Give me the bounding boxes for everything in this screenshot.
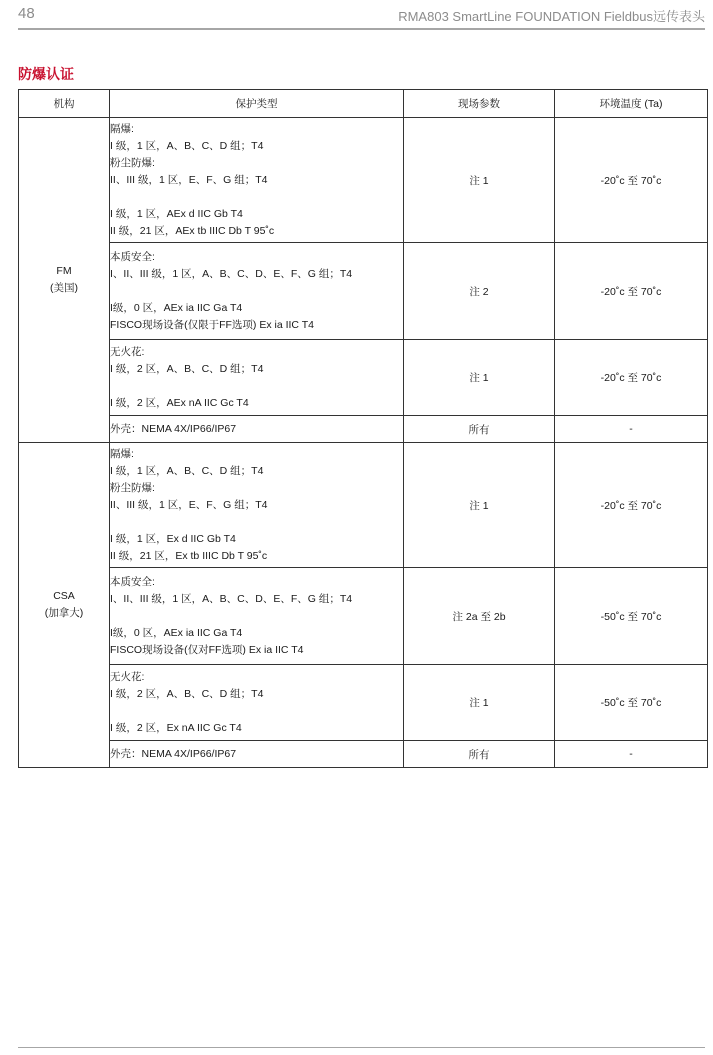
protection-type-cell [110, 118, 404, 243]
field-parameter-cell: 注 1 [404, 443, 555, 568]
line-spacer [110, 189, 403, 206]
column-header-protection-type: 保护类型 [110, 90, 404, 118]
protection-type-line: 粉尘防爆: [110, 481, 155, 494]
field-parameter-cell: 注 2a 至 2b [404, 568, 555, 665]
table-row [19, 568, 708, 665]
protection-type-line: 隔爆: [110, 447, 134, 460]
protection-type-line: I 级，1 区，AEx d IIC Gb T4 [110, 207, 243, 220]
table-row [19, 416, 708, 443]
protection-type-line: 无火花: [110, 345, 145, 358]
footer-divider [18, 1047, 705, 1048]
ambient-temperature-cell: - [555, 741, 708, 768]
field-parameter-cell: 注 1 [404, 665, 555, 741]
protection-type-cell [110, 340, 404, 416]
ambient-temperature-cell: -20˚c 至 70˚c [555, 340, 708, 416]
line-spacer [110, 283, 403, 300]
table-body [19, 443, 708, 768]
agency-cell [19, 118, 110, 443]
field-parameter-cell: 所有 [404, 741, 555, 768]
column-header-field-parameters: 现场参数 [404, 90, 555, 118]
ambient-temperature-cell: -50˚c 至 70˚c [555, 568, 708, 665]
ambient-temperature-cell: - [555, 416, 708, 443]
protection-type-line: I 级，1 区，A、B、C、D 组；T4 [110, 464, 264, 477]
field-parameter-cell: 注 2 [404, 243, 555, 340]
protection-type-line: I级，0 区，AEx ia IIC Ga T4 [110, 301, 243, 314]
table-row [19, 243, 708, 340]
protection-type-cell [110, 416, 404, 443]
protection-type-line: FISCO现场设备(仅对FF选项) Ex ia IIC T4 [110, 643, 304, 656]
protection-type-line: 本质安全: [110, 250, 155, 263]
protection-type-line: 外壳：NEMA 4X/IP66/IP67 [110, 747, 237, 760]
protection-type-cell [110, 243, 404, 340]
protection-type-cell [110, 568, 404, 665]
ambient-temperature-cell: -20˚c 至 70˚c [555, 443, 708, 568]
protection-type-line: 无火花: [110, 670, 145, 683]
table-header-row [19, 90, 708, 118]
line-spacer [110, 608, 403, 625]
protection-type-line: I级，0 区，AEx ia IIC Ga T4 [110, 626, 243, 639]
table-row [19, 118, 708, 243]
protection-type-line: I 级，1 区，A、B、C、D 组；T4 [110, 139, 264, 152]
agency-cell [19, 443, 110, 768]
section-title: 防爆认证 [18, 66, 74, 82]
table-row [19, 340, 708, 416]
column-header-ambient-temperature: 环境温度 (Ta) [555, 90, 708, 118]
protection-type-line: II 级，21 区，AEx tb IIIC Db T 95˚c [110, 224, 275, 237]
certification-table [18, 89, 708, 768]
agency-name: CSA [53, 590, 75, 602]
page-number: 48 [18, 5, 35, 22]
protection-type-line: 外壳：NEMA 4X/IP66/IP67 [110, 422, 237, 435]
protection-type-cell [110, 665, 404, 741]
line-spacer [110, 703, 403, 720]
protection-type-line: II、III 级，1 区，E、F、G 组；T4 [110, 498, 268, 511]
table-body [19, 118, 708, 443]
protection-type-line: I 级，1 区，Ex d IIC Gb T4 [110, 532, 236, 545]
protection-type-line: I、II、III 级，1 区，A、B、C、D、E、F、G 组；T4 [110, 592, 353, 605]
protection-type-line: 本质安全: [110, 575, 155, 588]
protection-type-line: II、III 级，1 区，E、F、G 组；T4 [110, 173, 268, 186]
agency-country: (美国) [50, 282, 78, 294]
agency-name: FM [56, 265, 72, 277]
ambient-temperature-cell: -20˚c 至 70˚c [555, 243, 708, 340]
protection-type-line: I 级，2 区，A、B、C、D 组；T4 [110, 362, 264, 375]
protection-type-line: I、II、III 级，1 区，A、B、C、D、E、F、G 组；T4 [110, 267, 353, 280]
protection-type-cell [110, 443, 404, 568]
ambient-temperature-cell: -20˚c 至 70˚c [555, 118, 708, 243]
protection-type-line: 粉尘防爆: [110, 156, 155, 169]
page-header [18, 0, 705, 30]
agency-country: (加拿大) [44, 607, 84, 619]
protection-type-line: I 级，2 区，Ex nA IIC Gc T4 [110, 721, 242, 734]
protection-type-line: I 级，2 区，A、B、C、D 组；T4 [110, 687, 264, 700]
column-header-agency: 机构 [19, 90, 110, 118]
protection-type-line: II 级，21 区，Ex tb IIIC Db T 95˚c [110, 549, 268, 562]
line-spacer [110, 378, 403, 395]
table-row [19, 741, 708, 768]
field-parameter-cell: 注 1 [404, 118, 555, 243]
line-spacer [110, 514, 403, 531]
protection-type-line: 隔爆: [110, 122, 134, 135]
ambient-temperature-cell: -50˚c 至 70˚c [555, 665, 708, 741]
protection-type-line: FISCO现场设备(仅限于FF选项) Ex ia IIC T4 [110, 318, 314, 331]
document-title: RMA803 SmartLine FOUNDATION Fieldbus远传表头 [398, 9, 705, 24]
table-row [19, 443, 708, 568]
protection-type-line: I 级，2 区，AEx nA IIC Gc T4 [110, 396, 249, 409]
field-parameter-cell: 所有 [404, 416, 555, 443]
field-parameter-cell: 注 1 [404, 340, 555, 416]
protection-type-cell [110, 741, 404, 768]
table-row [19, 665, 708, 741]
